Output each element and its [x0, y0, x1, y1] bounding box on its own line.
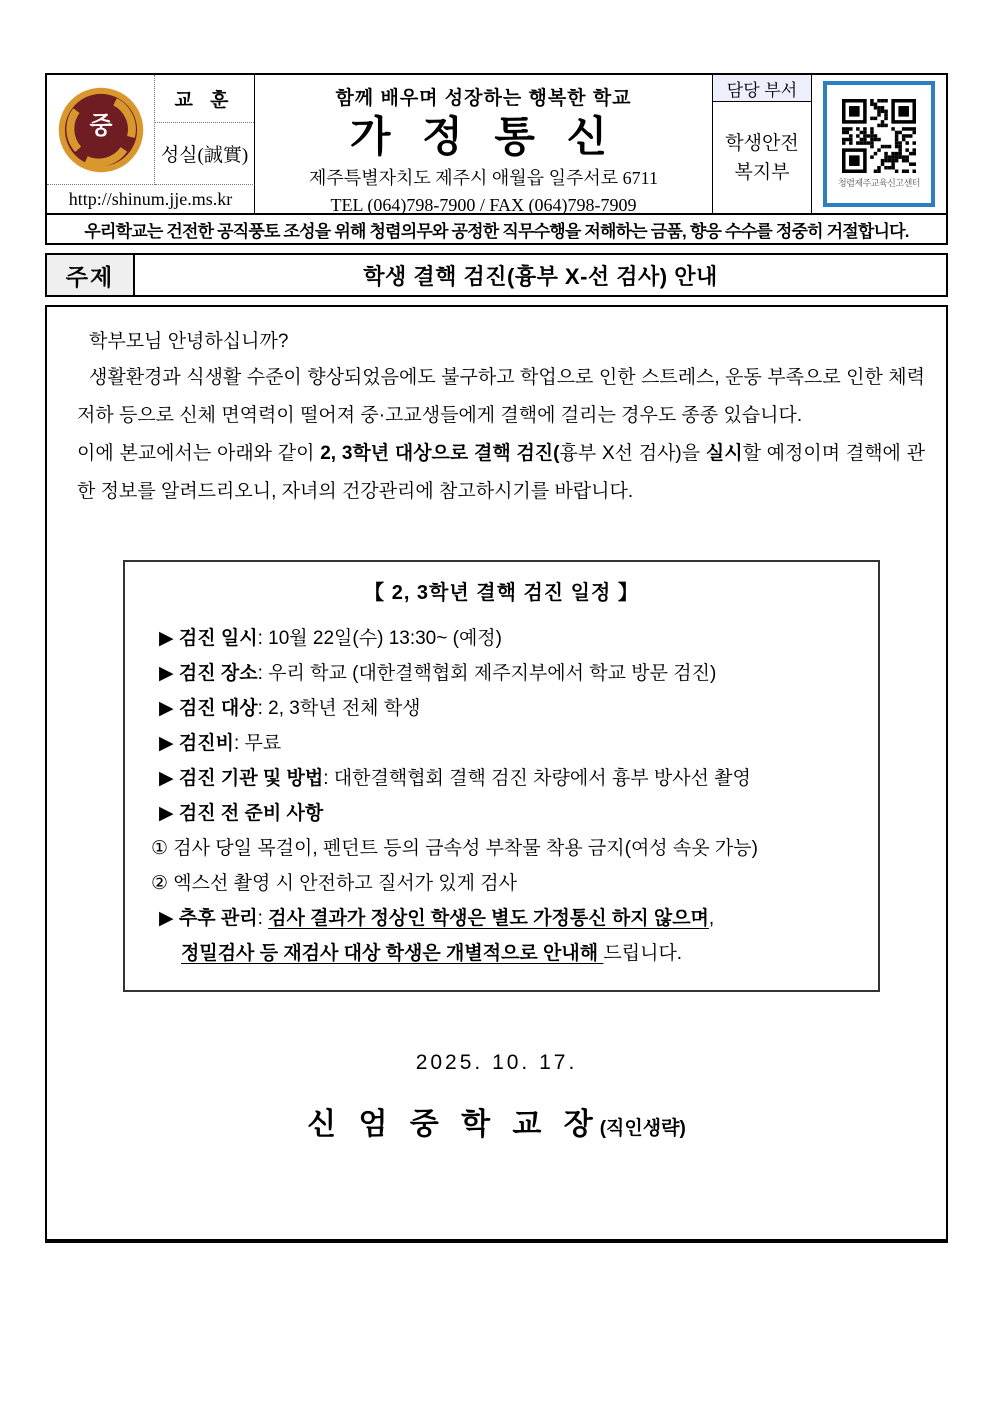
qr-frame	[823, 81, 935, 207]
integrity-notice: 우리학교는 건전한 공직풍토 조성을 위해 청렴의무와 공정한 직무수행을 저해하는 금품, 향응 수수를 정중히 거절합니다.	[47, 213, 946, 243]
dept-header-label: 담당 부서	[713, 75, 811, 102]
header-center-cell	[255, 75, 713, 213]
intro-paragraph-1: 생활환경과 식생활 수준이 향상되었음에도 불구하고 학업으로 인한 스트레스, 운동 부족으로 인한 체력 저하 등으로 신체 면역력이 떨어져 중·고교생들에게 결핵에 걸리는 경우도 종종 있습니다.	[77, 367, 925, 426]
dept-value-line2: 복지부	[734, 161, 790, 183]
schedule-item-followup-2: 정밀검사 등 재검사 대상 학생은 개별적으로 안내해 드립니다.	[181, 943, 683, 964]
qr-caption: 청렴제주교육신고센터	[838, 178, 920, 188]
issue-date: 2025. 10. 17.	[415, 1051, 578, 1074]
emblem-letter: 중	[89, 112, 112, 140]
qr-cell	[812, 75, 946, 213]
schedule-item-fee: ▶ 검진비: 무료	[159, 733, 282, 754]
signature: 신 엄 중 학 교 장	[307, 1108, 600, 1141]
school-emblem-icon	[57, 86, 145, 174]
schedule-item-method: ▶ 검진 기관 및 방법: 대한결핵협회 결핵 검진 차량에서 흉부 방사선 촬영	[159, 768, 751, 789]
motto-cell	[155, 75, 255, 185]
schedule-item-datetime: ▶ 검진 일시: 10월 22일(수) 13:30~ (예정)	[159, 628, 502, 649]
body-box	[45, 305, 948, 1243]
school-tel-fax: TEL (064)798-7900 / FAX (064)798-7909	[330, 195, 637, 215]
school-slogan: 함께 배우며 성장하는 행복한 학교	[335, 88, 632, 109]
subject-box	[45, 253, 948, 297]
schedule-box	[123, 560, 880, 992]
schedule-item-prep: ▶ 검진 전 준비 사항	[159, 803, 324, 824]
schedule-subitem-2: ② 엑스선 촬영 시 안전하고 질서가 있게 검사	[151, 873, 518, 894]
schedule-title: 【 2, 3학년 결핵 검진 일정 】	[364, 582, 639, 604]
schedule-item-followup: ▶ 추후 관리: 검사 결과가 정상인 학생은 별도 가정통신 하지 않으며,	[159, 908, 715, 929]
qr-code-icon	[842, 99, 916, 173]
dept-value	[713, 102, 811, 213]
intro-paragraph-2: 이에 본교에서는 아래와 같이 2, 3학년 대상으로 결핵 검진(흉부 X선 검사)을 실시할 예정이며 결핵에 관한 정보를 알려드리오니, 자녀의 건강관리에 참고하시기를 바랍니다.	[77, 443, 925, 502]
signature-note: (직인생략)	[599, 1118, 686, 1139]
subject-label: 주제	[47, 255, 135, 295]
dept-value-line1: 학생안전	[725, 132, 799, 154]
subject-title: 학생 결핵 검진(흉부 X-선 검사) 안내	[363, 263, 718, 289]
website-url: http://shinum.jje.ms.kr	[47, 185, 255, 213]
motto-value: 성실(誠實)	[160, 145, 249, 166]
school-address: 제주특별자치도 제주시 애월읍 일주서로 6711	[309, 168, 658, 188]
schedule-item-place: ▶ 검진 장소: 우리 학교 (대한결핵협회 제주지부에서 학교 방문 검진)	[159, 663, 717, 684]
greeting-text: 학부모님 안녕하십니까?	[89, 331, 289, 352]
schedule-subitem-1: ① 검사 당일 목걸이, 펜던트 등의 금속성 부착물 착용 금지(여성 속옷 가능)	[151, 838, 758, 859]
dept-cell	[713, 75, 812, 213]
schedule-item-target: ▶ 검진 대상: 2, 3학년 전체 학생	[159, 698, 421, 719]
header-box	[45, 73, 948, 245]
motto-label: 교 훈	[155, 75, 254, 123]
signature-row	[47, 1099, 946, 1143]
logo-cell	[47, 75, 155, 185]
newsletter-title: 가 정 통 신	[349, 113, 618, 160]
